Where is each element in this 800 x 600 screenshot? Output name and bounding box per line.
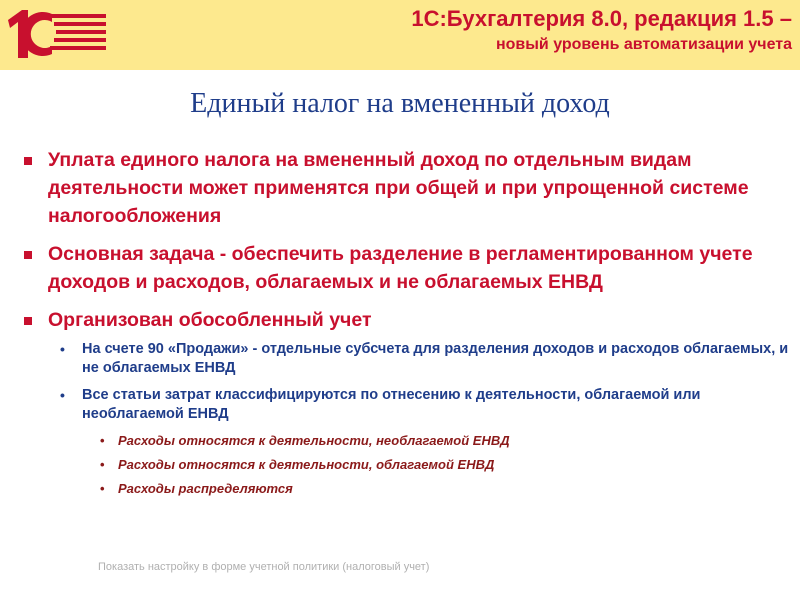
- dot-bullet-icon: •: [100, 433, 105, 448]
- bullet-item: [22, 240, 792, 296]
- sub-sub-bullet-text: Расходы распределяются: [118, 481, 293, 496]
- sub-sub-bullet-item: [22, 456, 792, 474]
- sub-bullet-item: [22, 386, 792, 424]
- show-settings-link[interactable]: Показать настройку в форме учетной политики (налоговый учет): [98, 561, 430, 573]
- bullet-text: Уплата единого налога на вмененный доход по отдельным видам деятельности может применятся при общей и при упрощенной системе налогообложения: [48, 149, 749, 227]
- square-bullet-icon: [24, 157, 32, 165]
- bullet-text: Организован обособленный учет: [48, 309, 372, 331]
- bullet-item: [22, 146, 792, 230]
- sub-sub-bullet-item: [22, 480, 792, 498]
- sub-bullet-text: На счете 90 «Продажи» - отдельные субсчета для разделения доходов и расходов облагаемых, и не облагаемых ЕНВД: [82, 341, 789, 376]
- dot-bullet-icon: •: [100, 481, 105, 496]
- bullet-text: Основная задача - обеспечить разделение в регламентированном учете доходов и расходов, облагаемых и не облагаемых ЕНВД: [48, 243, 753, 293]
- dot-bullet-icon: •: [60, 387, 65, 403]
- square-bullet-icon: [24, 251, 32, 259]
- sub-bullet-text: Все статьи затрат классифицируются по отнесению к деятельности, облагаемой или необлагаемой ЕНВД: [82, 387, 701, 422]
- sub-sub-bullet-text: Расходы относятся к деятельности, необлагаемой ЕНВД: [118, 433, 510, 448]
- dot-bullet-icon: •: [100, 457, 105, 472]
- sub-sub-bullet-text: Расходы относятся к деятельности, облагаемой ЕНВД: [118, 457, 495, 472]
- square-bullet-icon: [24, 317, 32, 325]
- bullet-item: [22, 306, 792, 334]
- sub-sub-bullet-item: [22, 432, 792, 450]
- bullet-list: [22, 146, 792, 504]
- sub-bullet-item: [22, 340, 792, 378]
- dot-bullet-icon: •: [60, 341, 65, 357]
- header-bar: [0, 0, 800, 70]
- product-title: 1С:Бухгалтерия 8.0, редакция 1.5 –: [411, 6, 792, 31]
- 1c-logo-icon: [6, 6, 110, 62]
- product-subtitle: новый уровень автоматизации учета: [495, 36, 792, 53]
- slide-title: Единый налог на вмененный доход: [190, 88, 610, 119]
